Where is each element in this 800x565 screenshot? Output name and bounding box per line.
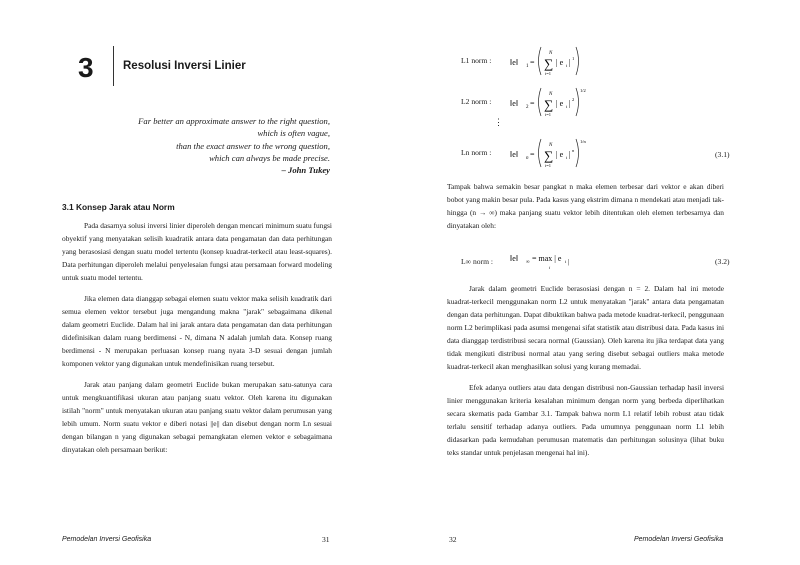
- svg-text:N: N: [549, 143, 553, 148]
- eq-ln-formula: [510, 134, 592, 172]
- epigraph-author: – John Tukey: [281, 165, 330, 176]
- epigraph-line: Far better an approximate answer to the right question,: [138, 116, 330, 126]
- eq-l2-formula: [510, 84, 592, 120]
- svg-text:1: 1: [526, 64, 529, 69]
- svg-text:|: |: [569, 99, 571, 108]
- right-page: [400, 0, 800, 565]
- svg-text:i=1: i=1: [545, 163, 552, 168]
- svg-text:i: i: [549, 265, 551, 270]
- svg-text:= max | e: = max | e: [532, 254, 562, 263]
- svg-text:|: |: [569, 150, 571, 159]
- norm-symbol: ‖e‖: [510, 58, 519, 67]
- epigraph-line: which can always be made precise.: [209, 152, 330, 163]
- svg-text:=: =: [530, 58, 535, 67]
- eq-l1-formula: [510, 44, 582, 78]
- svg-text:‖e‖: ‖e‖: [510, 150, 519, 159]
- svg-text:∞: ∞: [526, 260, 530, 265]
- epigraph: [80, 115, 330, 176]
- eq-linf-bar: |: [568, 257, 570, 266]
- footer-title-right: Pemodelan Inversi Geofisika: [634, 536, 724, 543]
- eq-ln-label: Ln norm :: [461, 148, 492, 157]
- svg-text:=: =: [530, 99, 535, 108]
- chapter-divider: [113, 46, 114, 86]
- paragraph: Tampak bahwa semakin besar pangkat n maka elemen terbesar dari vektor e akan diberi bobot yang makin besar pula. Pada kasus yang ekstrim dimana n mendekati atau menjadi tak-hingga (n → ∞) maka panjang suatu vektor lebih ditentukan oleh elemen terbesarnya dan dinyatakan oleh:: [447, 182, 724, 230]
- paragraph: Efek adanya outliers atau data dengan distribusi non-Gaussian terhadap hasil inversi linier menggunakan kriteria kesalahan minimum dengan norm yang berbeda diperlihatkan secara skematis pada Gambar 3.1. Tampak bahwa norm L1 relatif lebih robust atau tidak terlalu sensitif terhadap adanya outliers. Pada umumnya penggunaan norm L1 lebih didasarkan pada kemudahan perumusan matematis dan perhitungan solusinya (lihat buku teks standar untuk penjelasan mengenai hal ini).: [447, 383, 724, 457]
- svg-text:n: n: [572, 148, 575, 153]
- eq-linf-formula: [510, 250, 570, 272]
- paragraph: Pada dasarnya solusi inversi linier diperoleh dengan mencari minimum suatu fungsi obyektif yang menyatakan selisih kuadratik antara data pengamatan dan data perhitungan yang berasosiasi dengan suatu model tertentu (konsep kuadrat-terkecil atau least-squares). Data perhitungan diperoleh melalui penyelesaian fungsi atau persamaan forward modeling untuk suatu model tertentu.: [62, 221, 332, 282]
- footer-title-left: Pemodelan Inversi Geofisika: [62, 536, 152, 543]
- eq-linf-label: L∞ norm :: [461, 257, 493, 266]
- chapter-title: Resolusi Inversi Linier: [123, 60, 246, 72]
- paragraph: Jarak dalam geometri Euclide berasosiasi dengan n = 2. Dalam hal ini metode kuadrat-terkecil menggunakan norm L2 untuk menyatakan "jarak" antara data pengamatan dengan data perhitungan. Dapat dibuktikan bahwa pada metode kuadrat-terkecil, penggunaan norm L2 berimplikasi pada asumsi mengenai sifat statistik atau distribusi data. Pada kasus ini data dianggap terdistribusi secara normal (Gaussian). Oleh karena itu jika terdapat data yang tidak mengikuti distribusi normal atau yang sering disebut sebagai outliers maka metode kuadrat-terkecil akan menghasilkan solusi yang kurang memadai.: [447, 284, 724, 371]
- svg-text:N: N: [549, 51, 553, 56]
- svg-text:|: |: [569, 58, 571, 67]
- svg-text:2: 2: [572, 97, 575, 102]
- right-body-text: [447, 282, 724, 467]
- svg-text:1/n: 1/n: [580, 139, 586, 144]
- svg-text:1: 1: [572, 56, 575, 61]
- svg-text:| e: | e: [556, 150, 564, 159]
- svg-text:i: i: [566, 63, 568, 68]
- svg-text:| e: | e: [556, 58, 564, 67]
- section-title: 3.1 Konsep Jarak atau Norm: [62, 202, 175, 212]
- svg-text:i: i: [566, 155, 568, 160]
- svg-text:| e: | e: [556, 99, 564, 108]
- vertical-ellipsis: ⋮: [494, 117, 503, 127]
- svg-text:n: n: [526, 156, 529, 161]
- right-body-text-top: [447, 180, 724, 240]
- left-body-text: [62, 219, 332, 464]
- svg-text:‖e‖: ‖e‖: [510, 254, 519, 263]
- svg-text:i: i: [566, 104, 568, 109]
- svg-text:∑: ∑: [544, 56, 554, 71]
- chapter-number: 3: [78, 52, 94, 83]
- svg-text:1/2: 1/2: [580, 88, 586, 93]
- svg-text:i=1: i=1: [545, 71, 552, 76]
- epigraph-line: than the exact answer to the wrong question,: [176, 140, 330, 151]
- svg-text:i=1: i=1: [545, 112, 552, 117]
- svg-text:N: N: [549, 92, 553, 97]
- page-number-left: 31: [322, 535, 330, 544]
- svg-text:2: 2: [526, 105, 529, 110]
- page-number-right: 32: [449, 535, 457, 544]
- svg-text:i: i: [565, 259, 567, 264]
- svg-text:‖e‖: ‖e‖: [510, 99, 519, 108]
- epigraph-line: which is often vague,: [257, 128, 330, 139]
- eq-number-3-2: (3.2): [715, 257, 730, 266]
- eq-l2-label: L2 norm :: [461, 97, 492, 106]
- eq-l1-label: L1 norm :: [461, 56, 492, 65]
- paragraph: Jarak atau panjang dalam geometri Euclide bukan merupakan satu-satunya cara untuk mengkuantifikasi ukuran atau panjang suatu vektor. Oleh karena itu digunakan istilah "norm" untuk menyatakan ukuran atau panjang suatu vektor dalam perumusan yang lebih umum. Norm suatu vektor e diberi notasi ||e|| dan disebut dengan norm Ln sesuai dengan bilangan n yang digunakan sebagai pemangkatan elemen vektor e sebagaimana dinyatakan oleh persamaan berikut:: [62, 380, 332, 454]
- svg-text:∑: ∑: [544, 148, 554, 163]
- eq-number-3-1: (3.1): [715, 150, 730, 159]
- paragraph: Jika elemen data dianggap sebagai elemen suatu vektor maka selisih kuadratik dari semua elemen vektor tersebut juga mengandung makna "jarak" sebagaimana dikenal dalam geometri Euclide. Dalam hal ini jarak antara data pengamatan dan data perhitungan didefinisikan dalam ruang berdimensi - N, dimana N adalah jumlah data. Konsep ruang berdimensi - N merupakan perluasan konsep ruang nyata 3-D sesuai dengan jumlah komponen vektor yang digunakan untuk mendefinisikan ruang tersebut.: [62, 294, 332, 368]
- svg-text:=: =: [530, 150, 535, 159]
- svg-text:∑: ∑: [544, 97, 554, 112]
